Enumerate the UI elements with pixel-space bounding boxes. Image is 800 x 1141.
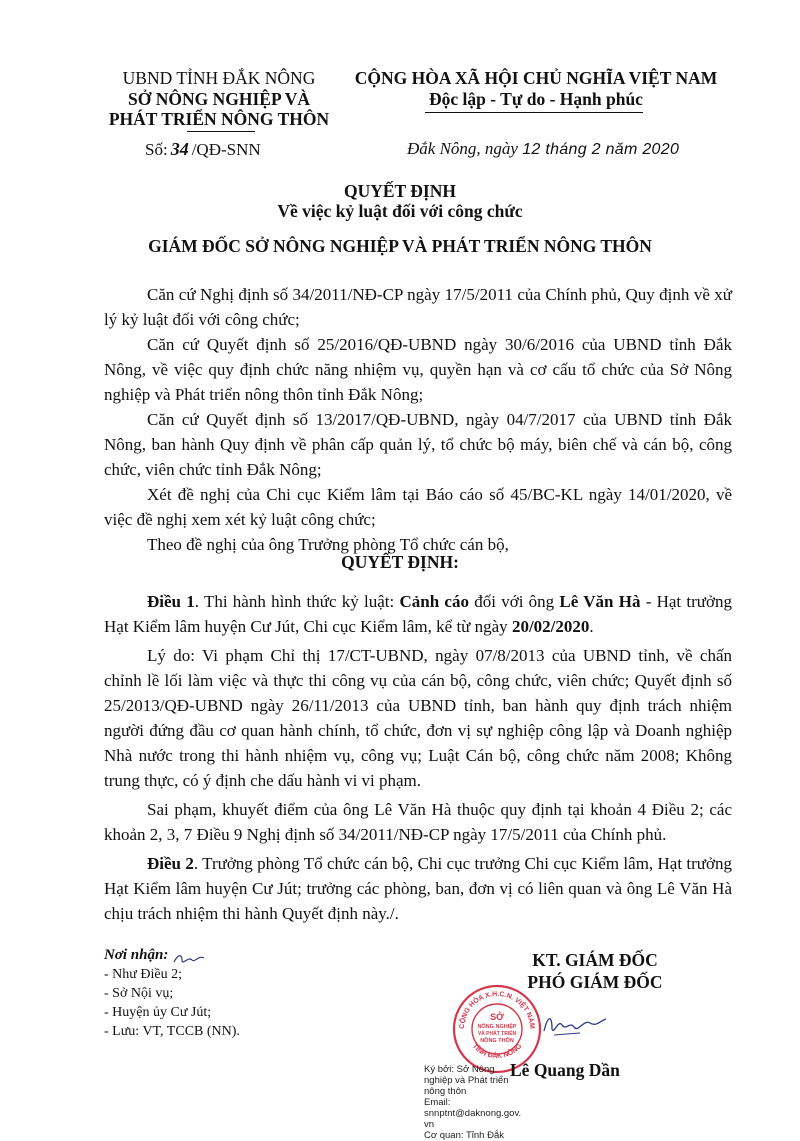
digi-line: Ký bởi: Sở Nông <box>424 1064 495 1075</box>
articles <box>104 589 732 926</box>
preamble-item: Căn cứ Nghị định số 34/2011/NĐ-CP ngày 17/5/2011 của Chính phủ, Quy định về xử lý kỷ luật đối với công chức; <box>104 285 732 329</box>
seal-center-1: SỞ <box>490 1012 504 1022</box>
recipient-item: - Lưu: VT, TCCB (NN). <box>104 1024 240 1039</box>
seal-center-2: NÔNG NGHIỆP <box>477 1024 517 1030</box>
nation-line-1: CỘNG HÒA XÃ HỘI CHỦ NGHĨA VIỆT NAM <box>354 68 718 88</box>
signature-role-1: KT. GIÁM ĐỐC <box>532 950 658 970</box>
article-1-label: Điều 1 <box>147 592 195 611</box>
article-1 <box>104 589 732 639</box>
signature-scribble-icon <box>540 1005 610 1045</box>
org-line-2: SỞ NÔNG NGHIỆP VÀ <box>128 89 310 109</box>
preamble-item: Theo đề nghị của ông Trưởng phòng Tổ chức cán bộ, <box>147 535 509 554</box>
signer-name: Lê Quang Dần <box>510 1060 620 1080</box>
digi-line: Email: <box>424 1097 451 1108</box>
decision-subject: Về việc kỷ luật đối với công chức <box>277 201 523 221</box>
place-date <box>407 139 679 159</box>
article-2 <box>104 851 732 926</box>
digi-line: snnptnt@daknong.gov. <box>424 1108 522 1119</box>
doc-no-suffix: /QĐ-SNN <box>191 140 261 159</box>
place-prefix: Đắk Nông, ngày <box>407 139 518 158</box>
seal-bottom-text: TỈNH ĐẮK NÔNG <box>470 1042 524 1061</box>
document-number <box>145 139 261 160</box>
org-line-1: UBND TỈNH ĐẮK NÔNG <box>122 68 316 88</box>
recipient-item: - Huyện ủy Cư Jút; <box>104 1005 212 1020</box>
seal-center-4: NÔNG THÔN <box>480 1038 514 1044</box>
initial-scribble-icon <box>170 950 210 970</box>
handwritten-date: 12 tháng 2 năm 2020 <box>522 141 680 158</box>
reason: Lý do: Vi phạm Chỉ thị 17/CT-UBND, ngày 07/8/2013 của UBND tỉnh, về chấn chỉnh lề lối làm việc và thực thi công vụ của cán bộ, công chức, viên chức; Quyết định số 25/2013/QĐ-UBND ngày 26/11/2013 của UBND tỉnh, ban hành quy định trách nhiệm người đứng đầu cơ quan hành chính, tổ chức, đơn vị sự nghiệp công lập và Doanh nghiệp Nhà nước trong thi hành nhiệm vụ, công vụ; Luật Cán bộ, công chức năm 2008; Không trung thực, có ý định che dấu hành vi vi phạm. <box>104 646 732 790</box>
preamble <box>104 282 732 557</box>
recipients-heading: Nơi nhận: <box>104 947 169 963</box>
recipient-item: - Sở Nội vụ; <box>104 986 174 1001</box>
doc-no-value: 34 <box>170 139 189 159</box>
article-1-text-b: đối với ông <box>468 592 560 611</box>
nation-underline <box>425 112 643 113</box>
preamble-item: Xét đề nghị của Chi cục Kiểm lâm tại Báo cáo số 45/BC-KL ngày 14/01/2020, về việc đề nghị xem xét kỷ luật công chức; <box>104 485 732 529</box>
article-1-text-d: . <box>589 617 594 636</box>
digi-line: Cơ quan: Tỉnh Đắk <box>424 1130 504 1141</box>
recipient-item: - Như Điều 2; <box>104 967 182 982</box>
signature-role-2: PHÓ GIÁM ĐỐC <box>527 972 663 992</box>
digi-line: nghiệp và Phát triển <box>424 1075 509 1086</box>
person-name: Lê Văn Hà <box>559 592 641 611</box>
violation: Sai phạm, khuyết điểm của ông Lê Văn Hà thuộc quy định tại khoản 4 Điều 2; các khoản 2, 3, 7 Điều 9 Nghị định số 34/2011/NĐ-CP ngày 17/5/2011 của Chính phủ. <box>104 800 732 844</box>
digi-line: vn <box>424 1119 435 1130</box>
seal-top-text: CỘNG HÒA X.H.C.N. VIỆT NAM <box>458 990 536 1030</box>
org-line-3: PHÁT TRIỂN NÔNG THÔN <box>108 109 330 129</box>
article-2-text: . Trưởng phòng Tổ chức cán bộ, Chi cục trưởng Chi cục Kiểm lâm, Hạt trưởng Hạt Kiểm lâm huyện Cư Jút; trưởng các phòng, ban, đơn vị có liên quan và ông Lê Văn Hà chịu trách nhiệm thi hành Quyết định này./. <box>104 854 733 923</box>
article-1-text-a: . Thi hành hình thức kỷ luật: <box>194 592 400 611</box>
decision-heading: QUYẾT ĐỊNH: <box>341 552 459 572</box>
doc-no-label: Số: <box>145 140 168 159</box>
digi-line: nông thôn <box>424 1086 467 1097</box>
preamble-item: Căn cứ Quyết định số 25/2016/QĐ-UBND ngày 30/6/2016 của UBND tỉnh Đắk Nông, về việc quy định chức năng nhiệm vụ, quyền hạn và cơ cấu tổ chức của Sở Nông nghiệp và Phát triển nông thôn tỉnh Đắk Nông; <box>104 335 732 404</box>
effective-date: 20/02/2020 <box>511 617 590 636</box>
seal-center-3: VÀ PHÁT TRIỂN <box>477 1031 517 1037</box>
org-underline <box>187 131 255 132</box>
penalty: Cảnh cáo <box>399 592 469 611</box>
issuer-title: GIÁM ĐỐC SỞ NÔNG NGHIỆP VÀ PHÁT TRIỂN NÔNG THÔN <box>148 236 652 256</box>
article-2-label: Điều 2 <box>147 854 194 873</box>
article-1-text-c: - Hạt trưởng Hạt Kiểm lâm huyện Cư Jút, Chi cục Kiểm lâm, kể từ ngày <box>104 592 732 636</box>
nation-line-2: Độc lập - Tự do - Hạnh phúc <box>429 89 643 109</box>
decision-title: QUYẾT ĐỊNH <box>344 181 456 201</box>
preamble-item: Căn cứ Quyết định số 13/2017/QĐ-UBND, ngày 04/7/2017 của UBND tỉnh Đắk Nông, ban hành Quy định về phân cấp quản lý, tổ chức bộ máy, biên chế và cán bộ, công chức, viên chức tỉnh Đắk Nông; <box>104 410 732 479</box>
